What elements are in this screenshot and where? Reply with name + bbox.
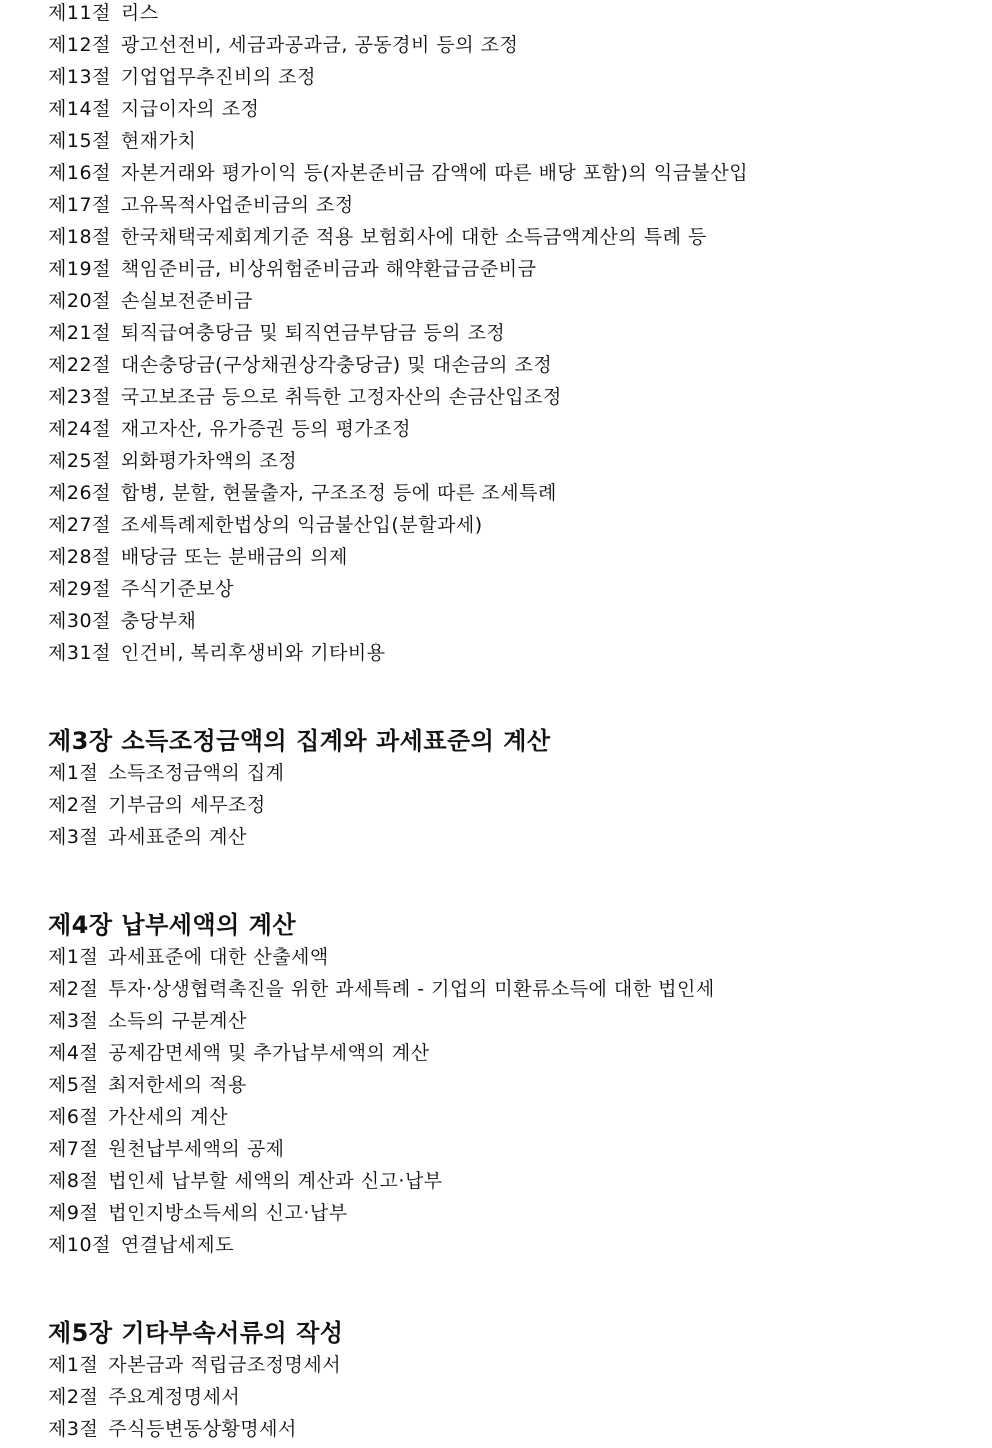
section-number: 제4절 <box>48 1042 99 1064</box>
section-item <box>48 96 968 128</box>
chapter-2-continued-sections <box>48 0 968 672</box>
section-title: 배당금 또는 분배금의 의제 <box>120 546 348 568</box>
section-number: 제16절 <box>48 162 111 184</box>
section-item <box>48 1072 968 1104</box>
section-title: 과세표준에 대한 산출세액 <box>108 946 329 968</box>
section-number: 제13절 <box>48 66 111 88</box>
section-title: 소득의 구분계산 <box>108 1010 247 1032</box>
section-item <box>48 384 968 416</box>
section-title: 충당부채 <box>120 610 197 632</box>
section-item <box>48 1384 968 1416</box>
section-number: 제5절 <box>48 1074 99 1096</box>
section-number: 제17절 <box>48 194 111 216</box>
section-item <box>48 608 968 640</box>
section-number: 제12절 <box>48 34 111 56</box>
section-number: 제30절 <box>48 610 111 632</box>
section-item <box>48 944 968 976</box>
section-title: 공제감면세액 및 추가납부세액의 계산 <box>108 1042 430 1064</box>
section-item <box>48 320 968 352</box>
chapter-title: 제5장 기타부속서류의 작성 <box>48 1319 344 1347</box>
chapter-4 <box>48 906 968 1264</box>
section-title: 원천납부세액의 공제 <box>108 1138 285 1160</box>
section-title: 손실보전준비금 <box>120 290 253 312</box>
section-number: 제28절 <box>48 546 111 568</box>
section-item <box>48 1104 968 1136</box>
section-number: 제20절 <box>48 290 111 312</box>
section-item <box>48 824 968 856</box>
section-item <box>48 416 968 448</box>
section-number: 제2절 <box>48 978 99 1000</box>
section-title: 가산세의 계산 <box>108 1106 228 1128</box>
section-number: 제26절 <box>48 482 111 504</box>
section-title: 합병, 분할, 현물출자, 구조조정 등에 따른 조세특례 <box>120 482 557 504</box>
section-item <box>48 224 968 256</box>
section-title: 퇴직급여충당금 및 퇴직연금부담금 등의 조정 <box>120 322 506 344</box>
section-number: 제27절 <box>48 514 111 536</box>
section-number: 제1절 <box>48 946 99 968</box>
section-number: 제31절 <box>48 642 111 664</box>
section-title: 국고보조금 등으로 취득한 고정자산의 손금산입조정 <box>120 386 562 408</box>
section-title: 과세표준의 계산 <box>108 826 247 848</box>
section-number: 제11절 <box>48 2 111 24</box>
section-item <box>48 448 968 480</box>
section-item <box>48 544 968 576</box>
section-item <box>48 1416 968 1448</box>
section-title: 리스 <box>120 2 159 24</box>
chapter-title: 제3장 소득조정금액의 집계와 과세표준의 계산 <box>48 727 551 755</box>
section-number: 제3절 <box>48 1010 99 1032</box>
section-number: 제2절 <box>48 794 99 816</box>
section-item <box>48 1040 968 1072</box>
section-number: 제24절 <box>48 418 111 440</box>
section-title: 한국채택국제회계기준 적용 보험회사에 대한 소득금액계산의 특례 등 <box>120 226 707 248</box>
section-title: 최저한세의 적용 <box>108 1074 247 1096</box>
section-number: 제23절 <box>48 386 111 408</box>
section-number: 제29절 <box>48 578 111 600</box>
section-item <box>48 256 968 288</box>
section-item <box>48 288 968 320</box>
section-item <box>48 1232 968 1264</box>
section-item <box>48 1352 968 1384</box>
section-title: 현재가치 <box>120 130 197 152</box>
section-item <box>48 64 968 96</box>
section-item <box>48 512 968 544</box>
section-item <box>48 32 968 64</box>
section-title: 기부금의 세무조정 <box>108 794 266 816</box>
section-number: 제1절 <box>48 1354 99 1376</box>
section-title: 주요계정명세서 <box>108 1386 241 1408</box>
section-title: 책임준비금, 비상위험준비금과 해약환급금준비금 <box>120 258 537 280</box>
section-number: 제10절 <box>48 1234 111 1256</box>
chapter-5-sections <box>48 1352 968 1448</box>
section-title: 인건비, 복리후생비와 기타비용 <box>120 642 386 664</box>
section-title: 지급이자의 조정 <box>120 98 260 120</box>
section-number: 제21절 <box>48 322 111 344</box>
section-number: 제25절 <box>48 450 111 472</box>
section-item <box>48 1008 968 1040</box>
section-number: 제14절 <box>48 98 111 120</box>
section-number: 제22절 <box>48 354 111 376</box>
section-item <box>48 480 968 512</box>
chapter-title: 제4장 납부세액의 계산 <box>48 911 297 939</box>
section-title: 법인지방소득세의 신고·납부 <box>108 1202 348 1224</box>
section-item <box>48 0 968 32</box>
section-number: 제19절 <box>48 258 111 280</box>
section-number: 제15절 <box>48 130 111 152</box>
section-number: 제9절 <box>48 1202 99 1224</box>
section-title: 법인세 납부할 세액의 계산과 신고·납부 <box>108 1170 443 1192</box>
section-number: 제3절 <box>48 826 99 848</box>
chapter-3 <box>48 722 968 856</box>
section-title: 조세특례제한법상의 익금불산입(분할과세) <box>120 514 483 536</box>
section-title: 고유목적사업준비금의 조정 <box>120 194 354 216</box>
table-of-contents <box>48 0 968 1448</box>
section-title: 재고자산, 유가증권 등의 평가조정 <box>120 418 412 440</box>
section-item <box>48 792 968 824</box>
section-item <box>48 352 968 384</box>
section-number: 제3절 <box>48 1418 99 1440</box>
section-title: 주식등변동상황명세서 <box>108 1418 297 1440</box>
section-item <box>48 1168 968 1200</box>
section-number: 제6절 <box>48 1106 99 1128</box>
section-title: 투자·상생협력촉진을 위한 과세특례 - 기업의 미환류소득에 대한 법인세 <box>108 978 715 1000</box>
section-title: 연결납세제도 <box>120 1234 235 1256</box>
chapter-5 <box>48 1314 968 1448</box>
chapter-3-sections <box>48 760 968 856</box>
section-title: 외화평가차액의 조정 <box>120 450 298 472</box>
section-item <box>48 976 968 1008</box>
section-item <box>48 576 968 608</box>
chapter-4-sections <box>48 944 968 1264</box>
section-title: 자본금과 적립금조정명세서 <box>108 1354 342 1376</box>
section-title: 기업업무추진비의 조정 <box>120 66 316 88</box>
section-title: 대손충당금(구상채권상각충당금) 및 대손금의 조정 <box>120 354 553 376</box>
section-item <box>48 192 968 224</box>
section-number: 제18절 <box>48 226 111 248</box>
section-item <box>48 160 968 192</box>
section-number: 제2절 <box>48 1386 99 1408</box>
section-number: 제8절 <box>48 1170 99 1192</box>
section-title: 소득조정금액의 집계 <box>108 762 285 784</box>
section-title: 자본거래와 평가이익 등(자본준비금 감액에 따른 배당 포함)의 익금불산입 <box>120 162 749 184</box>
section-number: 제7절 <box>48 1138 99 1160</box>
section-title: 주식기준보상 <box>120 578 235 600</box>
section-item <box>48 1200 968 1232</box>
section-item <box>48 640 968 672</box>
section-item <box>48 760 968 792</box>
section-number: 제1절 <box>48 762 99 784</box>
section-title: 광고선전비, 세금과공과금, 공동경비 등의 조정 <box>120 34 519 56</box>
section-item <box>48 1136 968 1168</box>
section-item <box>48 128 968 160</box>
